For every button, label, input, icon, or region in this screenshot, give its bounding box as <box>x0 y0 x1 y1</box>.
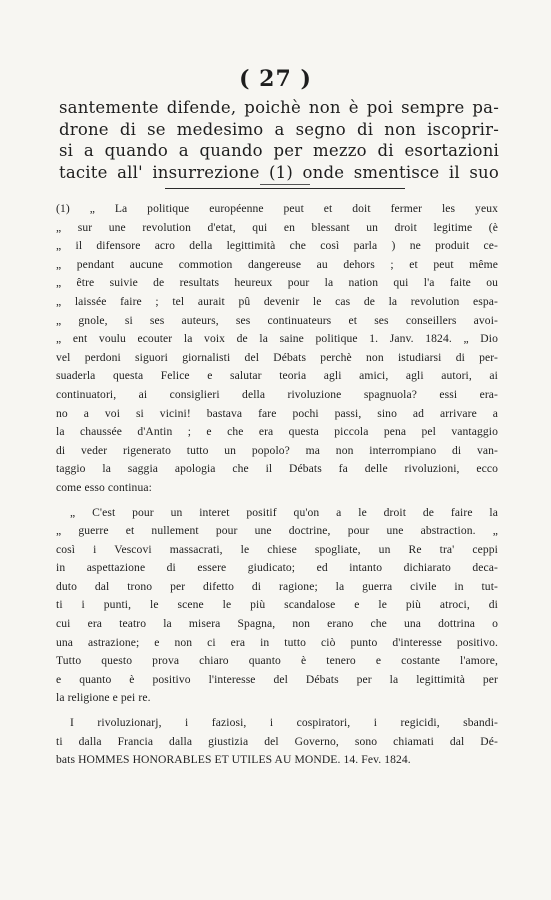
footnote-paragraph <box>56 504 498 709</box>
footnote-line: duto dal trono per difetto di ragione; la guerra civile in tut- <box>56 579 498 593</box>
footnote-line: „ laissée faire ; tel aurait pû devenir le cas de la revolution espa- <box>56 294 498 308</box>
footnote-line: continuatori, ai consiglieri della rivoluzione spagnuola? essi era- <box>56 387 498 401</box>
main-text-line: santemente difende, poichè non è poi sempre pa- <box>59 98 499 117</box>
footnote-line: di veder rigenerato tutto un popolo? ma non interrompiano di van- <box>56 443 498 457</box>
footnote-line: come esso continua: <box>56 480 152 494</box>
footnote-line: in aspettazione di essere giudicato; ed intanto dichiarato deca- <box>56 561 498 575</box>
footnote-line: e quanto è positivo l'interesse del Débats per la legittimità per <box>56 672 498 686</box>
footnote-line: „ guerre et nullement pour une doctrine, pour une abstraction. „ <box>56 524 498 538</box>
footnote-line: Tutto questo prova chiaro quanto è tenero e costante l'amore, <box>56 654 498 668</box>
main-text <box>59 97 499 183</box>
footnote-line: ti i punti, le scene le più scandalose e le più atroci, di <box>56 598 498 612</box>
footnote-line: (1) „ La politique européenne peut et doit fermer les yeux <box>56 202 498 215</box>
footnote-line: ti dalla Francia dalla giustizia del Governo, sono chiamati dal Dé- <box>56 734 498 748</box>
footnote-line: I rivoluzionarj, i faziosi, i cospiratori, i regicidi, sbandi- <box>70 716 498 730</box>
footnote-line: bats HOMMES HONORABLES ET UTILES AU MONDE. 14. Fev. 1824. <box>56 753 411 767</box>
main-text-line: drone di se medesimo a segno di non iscoprir- <box>59 119 499 139</box>
footnote-line: „ être suivie de resultats heureux pour la nation qui l'a faite ou <box>56 276 498 290</box>
footnote-line: „ C'est pour un interet positif qu'on a le droit de faire la <box>70 505 498 519</box>
footnote-line: cui era teatro la misera Spagna, non erano che una dottrina o <box>56 617 498 631</box>
footnote-line: la chaussée d'Antin ; e che era questa piccola pena pel vantaggio <box>56 425 498 439</box>
main-text-line: si a quando a quando per mezzo di esortazioni <box>59 141 499 160</box>
footnote-line: suaderla questa Felice e salutar teoria agli amici, agli autori, ai <box>56 369 498 383</box>
page-number: ( 27 ) <box>239 66 312 92</box>
footnote-separator-rule <box>165 188 405 189</box>
footnote-line: „ ent voulu ecouter la voix de la saine politique 1. Janv. 1824. „ Dio <box>56 332 498 346</box>
footnote-line: „ gnole, si ses auteurs, ses continuateurs et ses conseillers avoi- <box>56 313 498 327</box>
footnote-paragraph <box>56 200 498 498</box>
footnote-line: „ il difensore acro della legittimità che così parla ) ne produit ce- <box>56 239 498 253</box>
footnote-line: taggio la saggia apologia che il Débats fa delle rivoluzioni, ecco <box>56 462 498 476</box>
footnote-line: no a voi si vicini! bastava fare pochi passi, sino ad arrivare a <box>56 406 498 420</box>
main-text-line: tacite all' insurrezione (1) onde smentisce il suo <box>59 162 499 182</box>
footnote-line: una astrazione; e non ci era in tutto ciò punto d'interesse positivo. <box>56 635 498 649</box>
footnote-line: „ pendant aucune commotion dangereuse au dehors ; et peut même <box>56 257 498 271</box>
footnote-line: „ sur une revolution d'etat, qui en blessant un droit legitime (è <box>56 220 498 234</box>
footnotes <box>56 200 498 770</box>
footnote-line: la religione e pei re. <box>56 691 151 705</box>
footnote-line: così i Vescovi massacrati, le chiese spogliate, un Re tra' ceppi <box>56 542 498 556</box>
footnote-line: vel perdoni siguori giornalisti del Débats perchè non istudiarsi di per- <box>56 350 498 364</box>
footnote-paragraph <box>56 714 498 770</box>
